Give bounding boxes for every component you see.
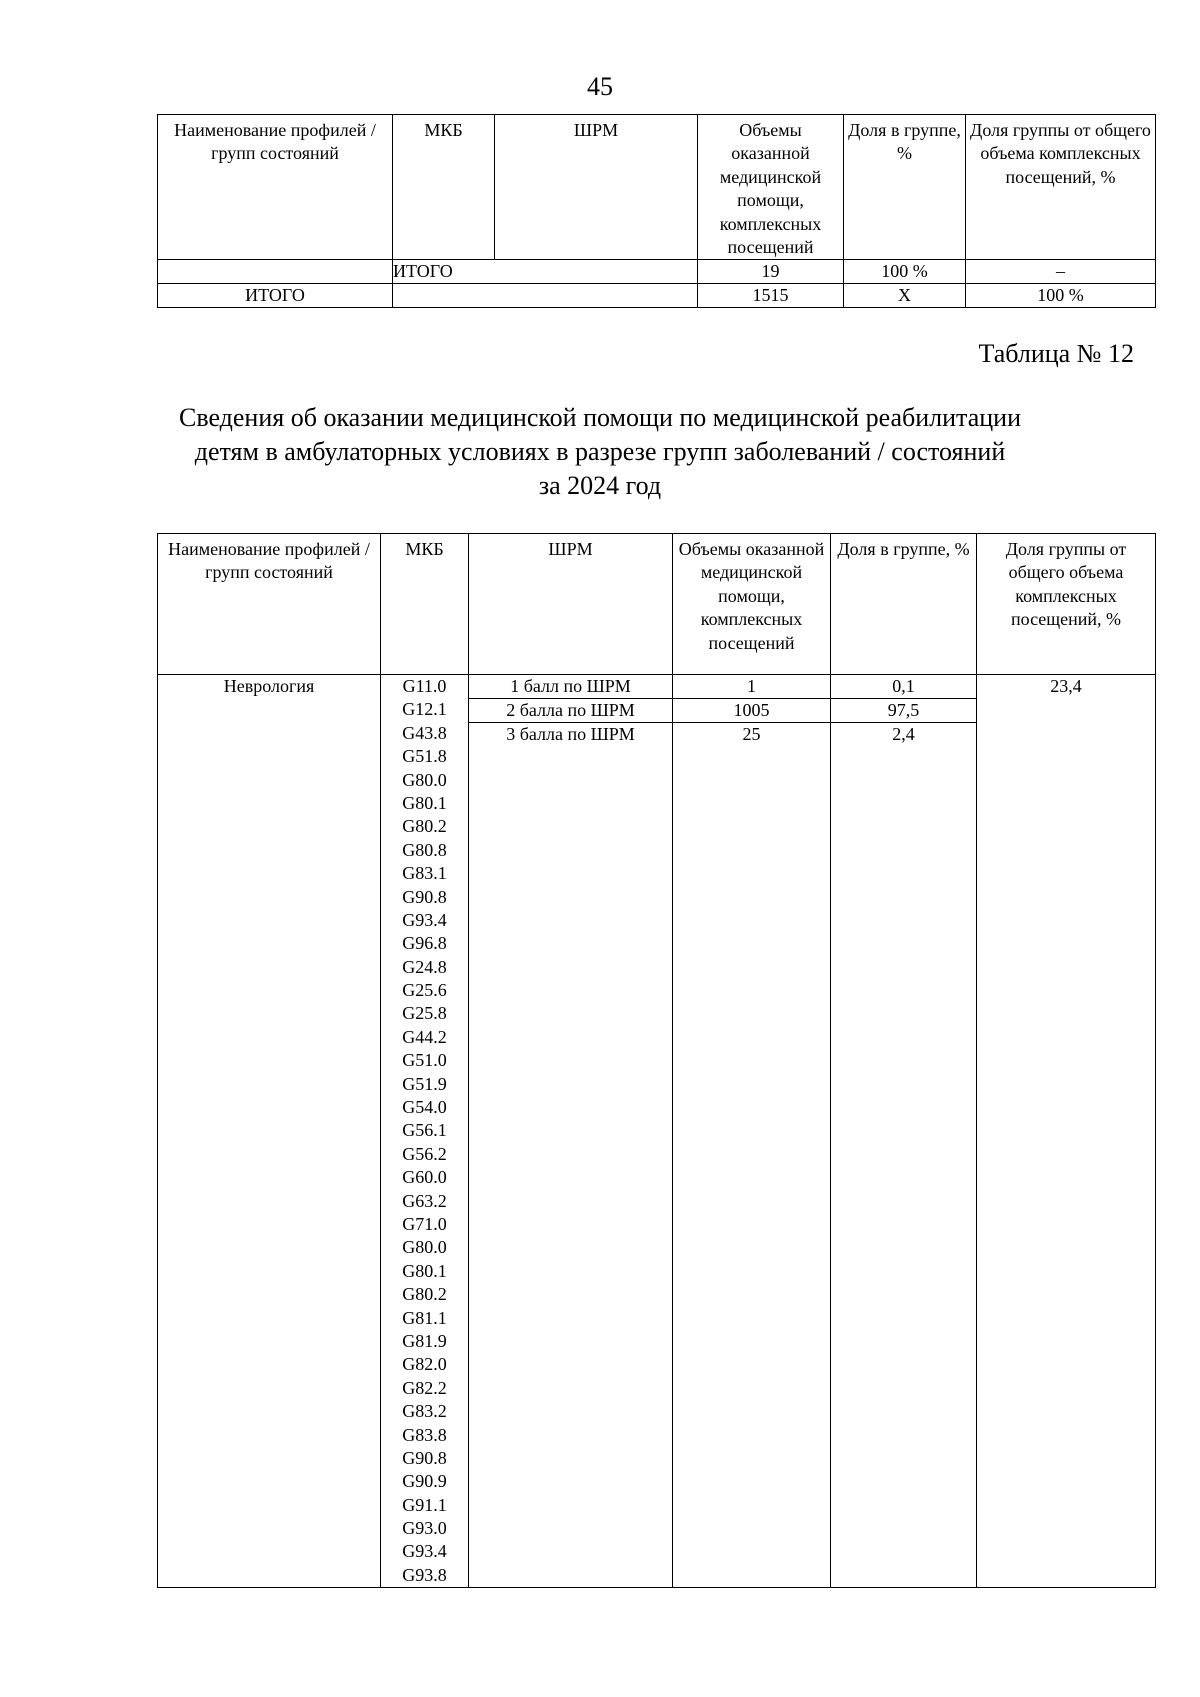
mkb-code: G80.0 [402,769,447,790]
mkb-code: G81.9 [402,1330,447,1351]
header-share-total: Доля группы от общего объема комплексных посещений, % [977,534,1156,675]
table-title-line: за 2024 год [538,471,662,500]
header-volume: Объемы оказанной медицинской помощи, комплексных посещений [673,534,831,675]
page-number: 45 [587,72,613,101]
total-label: ИТОГО [158,284,393,308]
mkb-code: G51.9 [402,1073,447,1094]
mkb-code: G82.2 [402,1377,447,1398]
total-row [158,284,1156,308]
mkb-code: G90.8 [402,1447,447,1468]
mkb-code: G54.0 [402,1097,447,1118]
mkb-code: G80.2 [402,816,447,837]
subtotal-empty [158,260,393,284]
subtotal-share-group: 100 % [844,260,966,284]
volume-value: 25 [742,724,761,744]
shrm-value: 1 балл по ШРМ [469,675,672,699]
mkb-code: G60.0 [402,1167,447,1188]
mkb-code: G80.1 [402,1260,447,1281]
mkb-code: G91.1 [402,1494,447,1515]
share-value: 97,5 [831,699,976,723]
mkb-code: G83.1 [402,863,447,884]
table-header-row [158,534,1156,675]
mkb-code: G83.2 [402,1401,447,1422]
table-title-line: Сведения об оказании медицинской помощи по медицинской реабилитации [179,403,1021,432]
mkb-code: G56.1 [402,1120,447,1141]
mkb-code: G90.8 [402,886,447,907]
mkb-code: G43.8 [402,722,447,743]
previous-table [157,114,1156,308]
shrm-value: 3 балла по ШРМ [506,724,635,744]
mkb-code: G93.4 [402,909,447,930]
mkb-code: G71.0 [402,1213,447,1234]
mkb-code: G44.2 [402,1026,447,1047]
mkb-code: G80.1 [402,792,447,813]
total-share-group: Х [844,284,966,308]
rehab-table [157,533,1156,1588]
mkb-code: G51.8 [402,746,447,767]
table-header-row [158,115,1156,260]
mkb-code: G93.0 [402,1518,447,1539]
volume-cell [673,675,831,1588]
header-mkb: МКБ [393,115,495,260]
mkb-code: G56.2 [402,1143,447,1164]
group-row [158,675,1156,1588]
mkb-code: G80.8 [402,839,447,860]
shrm-value: 2 балла по ШРМ [469,699,672,723]
mkb-code: G82.0 [402,1354,447,1375]
total-empty [393,284,698,308]
header-profile: Наименование профилей / групп состояний [158,534,381,675]
mkb-code: G25.6 [402,980,447,1001]
subtotal-label: ИТОГО [393,260,698,284]
header-share-total: Доля группы от общего объема комплексных посещений, % [966,115,1156,260]
table-label: Таблица № 12 [978,339,1134,368]
shrm-cell [469,675,673,1588]
volume-value: 1005 [673,699,830,723]
header-profile: Наименование профилей / групп состояний [158,115,393,260]
mkb-code: G11.0 [402,676,447,696]
table-title-line: детям в амбулаторных условиях в разрезе групп заболеваний / состояний [194,437,1006,466]
mkb-code: G80.0 [402,1237,447,1258]
subtotal-volume: 19 [698,260,844,284]
subtotal-row [158,260,1156,284]
group-share: 23,4 [977,675,1156,1588]
mkb-code: G12.1 [402,699,447,720]
header-mkb: МКБ [381,534,469,675]
mkb-code: G80.2 [402,1284,447,1305]
mkb-code: G96.8 [402,933,447,954]
share-value: 0,1 [831,675,976,699]
mkb-code: G93.8 [402,1564,447,1585]
mkb-code: G90.9 [402,1471,447,1492]
mkb-code: G51.0 [402,1050,447,1071]
volume-value: 1 [673,675,830,699]
header-shrm: ШРМ [495,115,698,260]
mkb-code: G24.8 [402,956,447,977]
mkb-code: G25.8 [402,1003,447,1024]
mkb-codes-cell [381,675,469,1588]
group-name: Неврология [158,675,381,1588]
header-shrm: ШРМ [469,534,673,675]
header-share-group: Доля в группе, % [844,115,966,260]
total-volume: 1515 [698,284,844,308]
share-cell [831,675,977,1588]
mkb-code: G81.1 [402,1307,447,1328]
subtotal-share-total: – [966,260,1156,284]
header-share-group: Доля в группе, % [831,534,977,675]
share-value: 2,4 [892,724,915,744]
mkb-code: G63.2 [402,1190,447,1211]
mkb-code: G83.8 [402,1424,447,1445]
mkb-code: G93.4 [402,1541,447,1562]
header-volume: Объемы оказанной медицинской помощи, комплексных посещений [698,115,844,260]
total-share-total: 100 % [966,284,1156,308]
table-title [150,401,1050,503]
